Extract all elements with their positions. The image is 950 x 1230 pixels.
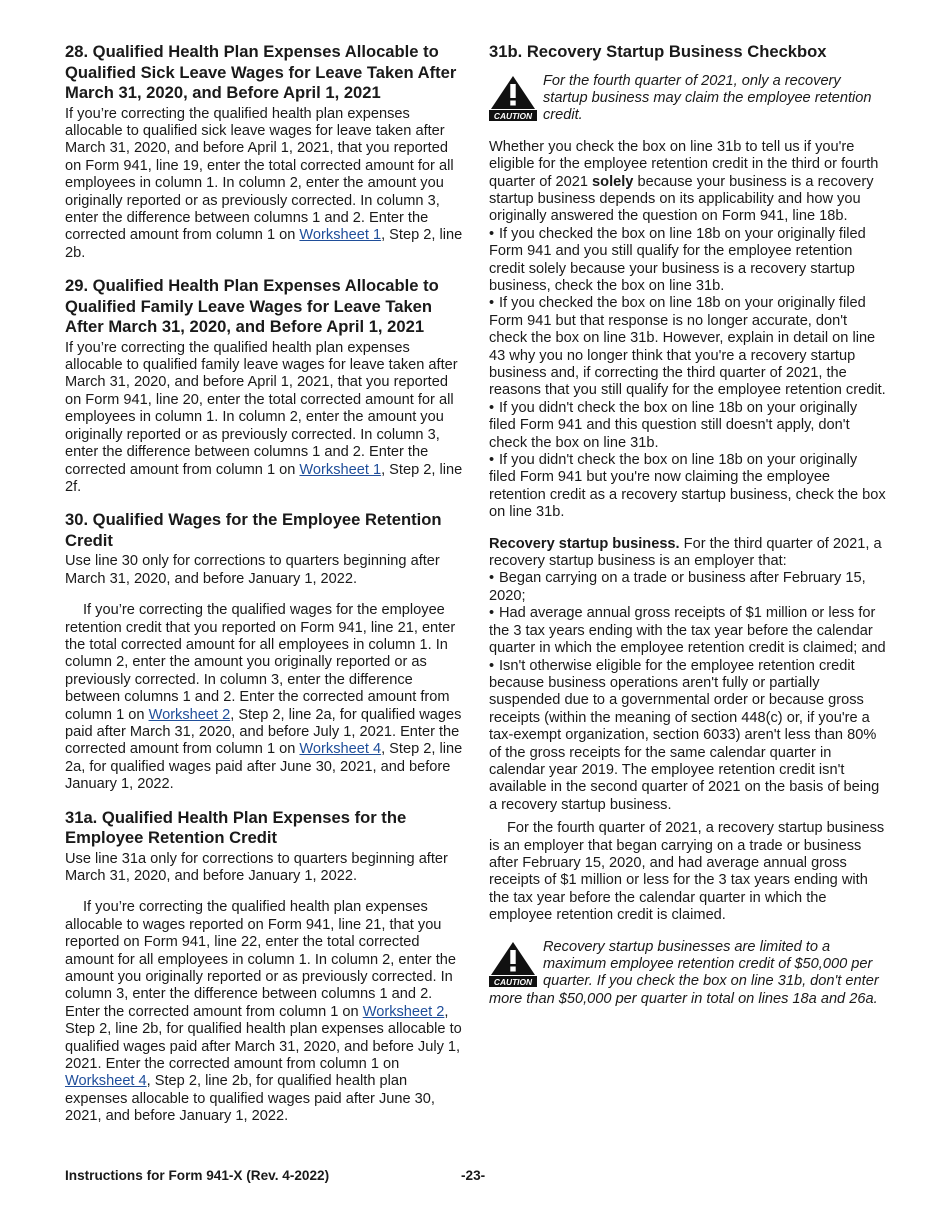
list-item: • If you didn't check the box on line 18b on your originally filed Form 941 and this question still doesn't apply, don't check the box on line 31b. [489,399,858,451]
caution-note-1 [489,73,887,125]
right-column [489,42,887,1022]
worksheet-2-link[interactable]: Worksheet 2 [362,1003,445,1020]
section-30-scope: Use line 30 only for corrections to quarters beginning after March 31, 2020, and before January 1, 2022. [65,553,440,587]
page-footer [65,1168,887,1183]
worksheet-4-link[interactable]: Worksheet 4 [65,1073,147,1090]
section-29-text: If you’re correcting the qualified health plan expenses allocable to qualified family leave wages for leave taken after March 31, 2020, and before April 1, 2021, that you reported on Form 941, line 20, enter the total corrected amount for all employees in column 1. In column 2, enter the amount you originally reported or as previously corrected. In column 3, enter the difference between columns 1 and 2. Enter the corrected amount from column 1 on Worksheet 1, Step 2, line 2f. [65,339,463,495]
section-28-heading: 28. Qualified Health Plan Expenses Allocable to Qualified Sick Leave Wages for Leave Taken After March 31, 2020, and Before April 1, 2021 [65,42,457,102]
caution-label: CAUTION [493,110,533,121]
list-item: • Began carrying on a trade or business after February 15, 2020; [489,570,866,604]
section-28-text: If you’re correcting the qualified health plan expenses allocable to qualified sick leave wages for leave taken after March 31, 2020, and before April 1, 2021, that you reported on Form 941, line 19, enter the total corrected amount for all employees in column 1. In column 2, enter the amount you originally reported or as previously corrected. In column 3, enter the difference between columns 1 and 2. Enter the corrected amount from column 1 on Worksheet 1, Step 2, line 2b. [65,105,463,261]
caution-note-2 [489,939,887,1009]
section-31b-heading: 31b. Recovery Startup Business Checkbox [489,42,827,61]
list-item: • If you checked the box on line 18b on your originally filed Form 941 but that response is no longer accurate, don't check the box on line 31b. However, explain in detail on line 43 why you no longer think that you're a recovery startup business and, if correcting the third quarter of 2021, the reasons that you still qualify for the employee retention credit. [489,295,886,399]
section-31a-text: If you’re correcting the qualified health plan expenses allocable to wages reported on Form 941, line 21, that you reported on Form 941, line 22, enter the total corrected amount for all employees in column 1. In column 2, enter the amount you originally reported or as previously corrected. In column 3, enter the difference between columns 1 and 2. Enter the corrected amount from column 1 on Worksheet 2, Step 2, line 2b, for qualified health plan expenses allocable to qualified wages paid after March 31, 2020, and before July 1, 2021. Enter the corrected amount from column 1 on Worksheet 4, Step 2, line 2b, for qualified health plan expenses allocable to qualified wages paid after June 30, 2021, and before January 1, 2022. [65,899,462,1125]
list-item: • Isn't otherwise eligible for the employee retention credit because business operations aren't fully or partially suspended due to a governmental order or because gross receipts (within the meaning of section 448(c) or, if you're a tax-exempt organization, section 6033) aren't less than 80% of the gross receipts for the same calendar quarter in calendar year 2019. The employee retention credit isn't available in the second quarter of 2021 on the basis of being a recovery startup business. [489,657,880,813]
worksheet-1-link[interactable]: Worksheet 1 [299,461,382,478]
recovery-startup-criteria-list [489,570,887,814]
list-item: • If you didn't check the box on line 18b on your originally filed Form 941 but you're now claiming the employee retention credit as a recovery startup business, check the box on line 31b. [489,452,886,521]
section-30-text: If you’re correcting the qualified wages for the employee retention credit that you reported on Form 941, line 21, enter the total corrected amount for all employees in column 1. In column 2, enter the amount you originally reported or as previously corrected. In column 3, enter the difference between columns 1 and 2. Enter the corrected amount from column 1 on Worksheet 2, Step 2, line 2a, for qualified wages paid after March 31, 2020, and before July 1, 2021. Enter the corrected amount from column 1 on Worksheet 4, Step 2, line 2a, for qualified wages paid after June 30, 2021, and before January 1, 2022. [65,602,463,793]
caution-text-1: For the fourth quarter of 2021, only a recovery startup business may claim the employee retention credit. [543,72,872,124]
page-number: -23- [461,1168,486,1183]
section-31a-scope: Use line 31a only for corrections to quarters beginning after March 31, 2020, and before January 1, 2022. [65,850,448,884]
caution-icon [489,75,537,121]
section-31b-intro: Whether you check the box on line 31b to tell us if you're eligible for the employee retention credit in the third or fourth quarter of 2021 solely because your business is a recovery startup business depends on its applicability and how you originally answered the question on Form 941, line 18b. [489,138,879,225]
checkbox-rules-list [489,226,887,522]
caution-icon [489,941,537,987]
footer-title: Instructions for Form 941-X (Rev. 4-2022) [65,1168,330,1183]
left-column [65,42,463,1140]
recovery-startup-definition: Recovery startup business. For the third quarter of 2021, a recovery startup business is an employer that: [489,535,882,570]
worksheet-2-link[interactable]: Worksheet 2 [148,706,231,723]
caution-text-2: Recovery startup businesses are limited to a maximum employee retention credit of $50,000 per quarter. If you check the box on line 31b, don't enter more than $50,000 per quarter in total on lines 18a and 26a. [489,938,879,1007]
section-31a-heading: 31a. Qualified Health Plan Expenses for the Employee Retention Credit [65,807,407,848]
caution-label: CAUTION [493,976,533,987]
worksheet-4-link[interactable]: Worksheet 4 [299,741,382,758]
section-30-heading: 30. Qualified Wages for the Employee Retention Credit [65,510,442,550]
list-item: • If you checked the box on line 18b on your originally filed Form 941 and you still qualify for the employee retention credit solely because your business is a recovery startup business, check the box on line 31b. [489,225,866,294]
list-item: • Had average annual gross receipts of $1 million or less for the 3 tax years ending with the tax year before the calendar quarter in which the employee retention credit is claimed; and [489,605,886,657]
fourth-quarter-definition: For the fourth quarter of 2021, a recovery startup business is an employer that began carrying on a trade or business after February 15, 2020, and had average annual gross receipts of $1 million or less for the 3 tax years ending with the tax year before the calendar quarter in which the employee retention credit is claimed. [489,820,885,924]
worksheet-1-link[interactable]: Worksheet 1 [299,227,382,244]
section-29-heading: 29. Qualified Health Plan Expenses Allocable to Qualified Family Leave Wages for Leave Taken After March 31, 2020, and Before April 1, 2021 [65,276,439,337]
